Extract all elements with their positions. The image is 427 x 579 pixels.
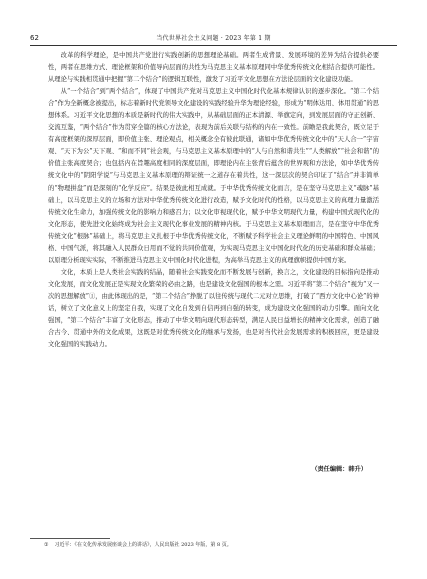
footnote-rule	[30, 538, 110, 539]
paragraph: 改革的科学理论，是中国共产党进行实践创新的思想理论基础。两者生成背景、发展环境的差异为结合提供必要性，两者在思维方式、理论框架和价值导向层面的共性为马克思主义基本原理同中华优秀传统文化相结合提供可能性。从理论与实践相贯通中把握“第二个结合”的逻辑互联性，激发了习近平文化思想在方法论层面的文化建设功能。	[48, 52, 379, 84]
paragraph: 文化，本质上是人类社会实践的结晶，随着社会实践变化而不断发展与创新，换言之，文化建设的目标指向是推动文化发展，而文化发展正是实现文化繁荣的必由之路，也是建设文化强国的根本之需。习近平将“第二个结合”视为“又一次的思想解放”①，由此体现出的是，“第二个结合”挣脱了以往传统与现代二元对立思维，打破了“西方文化中心论”的神话，树立了文化意义上的坚定自我，实现了文化自发到自信再到自强的转变，成为建设文化强国的动力引擎。面向文化强国，“第二个结合”丰富了文化形态，推动了中华文明向现代形态转型，满足人民日益增长的精神文化需求，创造了融合古今、贯通中外的文化成果，这既是对优秀传统文化的继承与发扬，也是对当代社会发展需求的积极回应，更是建设文化强国的实践动力。	[48, 268, 379, 349]
footnote	[44, 542, 397, 548]
header-rule	[30, 45, 397, 46]
footnote-mark: ①	[44, 542, 49, 548]
journal-title: 当代世界社会主义问题 · 2023 年第 1 期	[156, 35, 271, 42]
running-header	[30, 30, 397, 42]
article-body	[48, 50, 379, 351]
page-number: 62	[30, 34, 39, 42]
paragraph: 从“一个结合”到“两个结合”，体现了中国共产党对马克思主义中国化时代化基本规律认识的逐步深化。“第二个结合”作为全新概念被提出，标志着新时代党领导文化建设的实践经验升华为理论经验，形成为“明体达用、体用贯通”的思想体系。习近平文化思想的本质是新时代的伟大实践中，从基础层面的正本清源、举旗定向，到发展层面的守正创新、交流互鉴，“两个结合”作为贯穿全篇的核心方法论，表现为前后关联与结构的内在一致性。前瞻是我此契合，既立足于有高度框架的深厚层面，即价值主张、理论观点，相关概念全有彼此联通，诸如中华优秀传统文化中的“天人合一”宇宙观、“天下为公”天下观、“和而不同”社会观，与马克思主义基本原理中的“人与自然和谐共生”“人类解放”“社会和谐”的价值主张高度契合；也包括内在旨趣高度相同的深度层面，即理论内在主张背后蕴含的世界观和方法论，如中华优秀传统文化中的“阴阳学说”与马克思主义基本原理的辩证统一之道存在着共性，这一深层次的契合印证了“结合”并非简单的“物理拼盘”而是深刻的“化学反应”。结果是彼此相互成就。于中华优秀传统文化而言，是在坚守马克思主义“魂脉”基础上，以马克思主义的立场和方法对中华优秀传统文化进行改造，赋予文化时代的性格，以马克思主义的真理力量激活传统文化生命力，加强传统文化的影响力和感召力；以文化审视现代化，赋予中华文明现代力量，构建中国式现代化的文化形态，使先进文化始终成为社会主义现代化事业发展的精神内核。于马克思主义基本原理而言，是在坚守中华优秀传统文化“根脉”基础上，将马克思主义扎根于中华优秀传统文化，不断赋予科学社会主义理论鲜明的中国特色、中国风格、中国气派，将其融入人民群众日用而不觉的共同价值观，为实现马克思主义中国化时代化的历史基础和群众基础；以原理分析现实实际，不断推进马克思主义中国化时代化进程，为高举马克思主义的真理旗帜提供中国方案。	[48, 88, 379, 264]
editor-note: （责任编辑：韩升）	[311, 466, 367, 473]
footnote-text: 习近平：《在文化传承发展座谈会上的讲话》，人民出版社 2023 年版，第 8 页。	[54, 542, 232, 548]
